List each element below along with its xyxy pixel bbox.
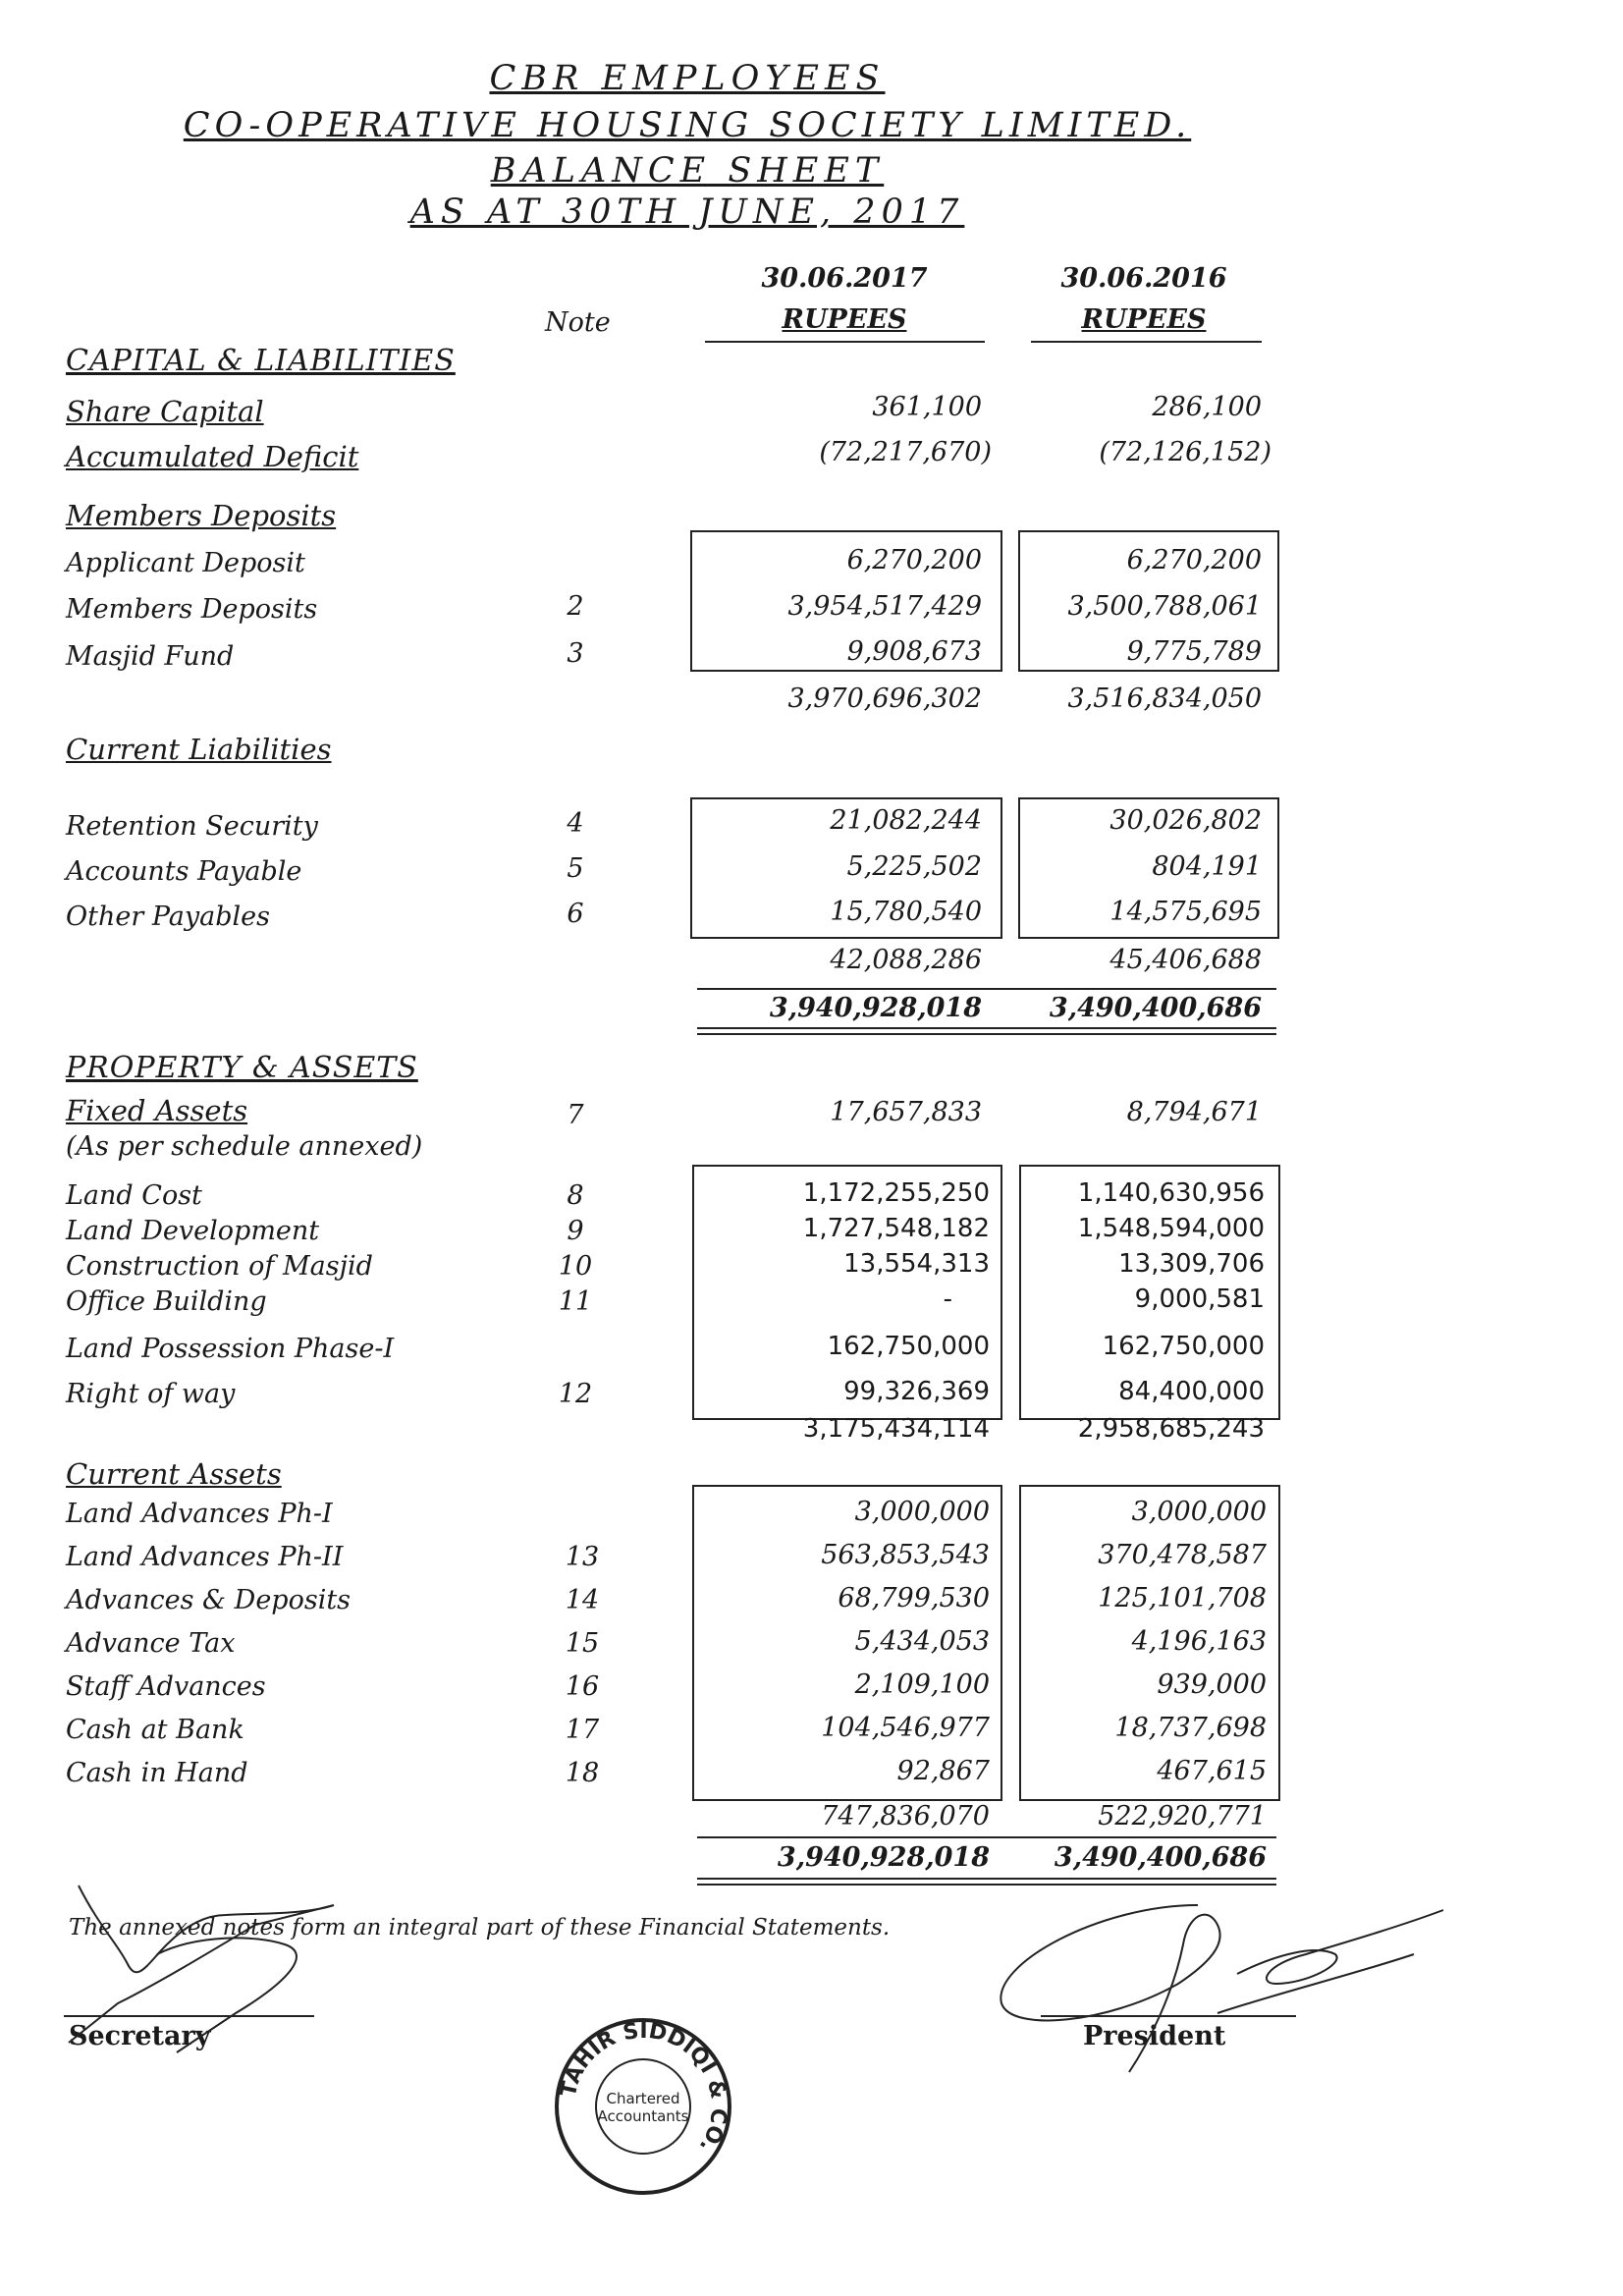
row-value-2017: 5,434,053 [854,1626,990,1657]
current-assets-total-2016: 522,920,771 [1098,1801,1267,1831]
accumulated-deficit-2017: (72,217,670) [819,437,992,467]
row-value-2017: 92,867 [896,1756,990,1786]
svg-text:Chartered: Chartered [606,2090,680,2107]
assets-grand-total-2017: 3,940,928,018 [777,1842,990,1873]
row-value-2017: 6,270,200 [846,545,982,575]
row-value-2017: 5,225,502 [846,851,982,882]
company-name: CBR EMPLOYEES [489,59,886,98]
secretary-label: Secretary [69,2021,211,2051]
row-value-2016: 467,615 [1157,1756,1267,1786]
assets-grand-total-top-rule [697,1836,1276,1838]
current-liabilities-total-2016: 45,406,688 [1109,945,1262,975]
row-label: Land Development [66,1216,320,1246]
fixed-assets-label: Fixed Assets [66,1094,248,1127]
accumulated-deficit-2016: (72,126,152) [1099,437,1271,467]
note-column-header: Note [545,307,611,338]
row-value-2017: - [943,1285,952,1314]
row-label: Retention Security [66,811,318,842]
row-label: Advances & Deposits [66,1585,352,1615]
row-label: Land Cost [66,1180,202,1211]
members-deposits-heading: Members Deposits [66,499,337,532]
row-note: 8 [567,1180,584,1211]
col-2017-unit: RUPEES [782,304,907,335]
row-value-2017: 13,554,313 [843,1249,990,1279]
row-label: Masjid Fund [66,641,235,672]
row-note: 4 [567,808,584,839]
col-2016-date: 30.06.2016 [1060,263,1227,294]
notes-statement: The annexed notes form an integral part of these Financial Statements. [69,1915,891,1941]
row-value-2016: 84,400,000 [1118,1377,1265,1406]
row-value-2016: 3,000,000 [1131,1497,1267,1527]
fixed-assets-note: 7 [567,1100,584,1130]
row-note: 6 [567,899,584,929]
share-capital-2016: 286,100 [1152,392,1262,422]
accumulated-deficit-label: Accumulated Deficit [66,440,359,473]
col-2017-date: 30.06.2017 [761,263,928,294]
row-note: 3 [567,638,584,669]
row-value-2016: 30,026,802 [1109,805,1262,836]
row-value-2016: 18,737,698 [1114,1713,1267,1743]
row-label: Cash in Hand [66,1758,248,1788]
row-label: Cash at Bank [66,1715,244,1745]
row-value-2017: 15,780,540 [830,897,982,927]
grand-total-double-rule-1 [697,1027,1276,1029]
row-label: Accounts Payable [66,856,302,887]
row-value-2017: 3,954,517,429 [787,591,982,622]
row-label: Land Possession Phase-I [66,1334,395,1364]
row-value-2016: 804,191 [1152,851,1262,882]
property-total-2017: 3,175,434,114 [802,1414,990,1444]
company-subtitle: CO-OPERATIVE HOUSING SOCIETY LIMITED. [183,106,1192,145]
members-deposits-total-2017: 3,970,696,302 [787,683,982,714]
row-value-2016: 939,000 [1157,1669,1267,1700]
row-value-2017: 104,546,977 [821,1713,990,1743]
row-value-2017: 162,750,000 [827,1332,990,1361]
col-2016-unit: RUPEES [1081,304,1207,335]
row-value-2017: 563,853,543 [821,1540,990,1570]
row-label: Construction of Masjid [66,1251,373,1282]
row-value-2016: 1,140,630,956 [1077,1178,1265,1208]
row-value-2017: 9,908,673 [846,636,982,667]
row-value-2017: 1,727,548,182 [802,1214,990,1243]
fixed-assets-2016: 8,794,671 [1126,1097,1262,1127]
row-label: Applicant Deposit [66,548,305,578]
row-value-2016: 6,270,200 [1126,545,1262,575]
row-label: Members Deposits [66,594,318,625]
document-title: BALANCE SHEET [490,151,885,191]
secretary-signature [59,1866,373,2062]
share-capital-2017: 361,100 [872,392,982,422]
current-liabilities-heading: Current Liabilities [66,733,332,766]
row-value-2017: 3,000,000 [854,1497,990,1527]
row-value-2017: 68,799,530 [838,1583,990,1613]
row-note: 13 [565,1542,600,1572]
row-value-2016: 1,548,594,000 [1077,1214,1265,1243]
col-2017-header-rule [705,341,985,343]
row-note: 16 [565,1671,600,1702]
row-note: 17 [565,1715,600,1745]
row-value-2016: 370,478,587 [1098,1540,1267,1570]
row-note: 5 [567,853,584,884]
row-note: 14 [565,1585,600,1615]
row-label: Staff Advances [66,1671,266,1702]
members-deposits-total-2016: 3,516,834,050 [1067,683,1262,714]
current-assets-total-2017: 747,836,070 [821,1801,990,1831]
row-value-2017: 1,172,255,250 [802,1178,990,1208]
row-label: Office Building [66,1286,267,1317]
row-value-2016: 9,775,789 [1126,636,1262,667]
current-liabilities-total-2017: 42,088,286 [830,945,982,975]
row-label: Other Payables [66,902,270,932]
fixed-assets-2017: 17,657,833 [830,1097,982,1127]
president-label: President [1083,2021,1226,2051]
row-value-2017: 2,109,100 [854,1669,990,1700]
row-value-2016: 14,575,695 [1109,897,1262,927]
row-note: 12 [558,1379,593,1409]
liabilities-grand-total-2016: 3,490,400,686 [1049,993,1262,1023]
row-value-2017: 99,326,369 [843,1377,990,1406]
row-note: 15 [565,1628,600,1659]
capital-liabilities-heading: CAPITAL & LIABILITIES [66,344,456,378]
property-assets-heading: PROPERTY & ASSETS [66,1051,418,1085]
share-capital-label: Share Capital [66,395,264,428]
row-note: 2 [567,591,584,622]
row-value-2016: 125,101,708 [1098,1583,1267,1613]
row-value-2016: 13,309,706 [1118,1249,1265,1279]
row-value-2017: 21,082,244 [830,805,982,836]
col-2016-header-rule [1031,341,1262,343]
auditor-stamp [550,2013,736,2200]
liabilities-grand-total-2017: 3,940,928,018 [769,993,982,1023]
row-label: Land Advances Ph-II [66,1542,344,1572]
row-label: Land Advances Ph-I [66,1499,333,1529]
property-total-2016: 2,958,685,243 [1077,1414,1265,1444]
grand-total-top-rule [697,988,1276,990]
assets-grand-total-double-rule-1 [697,1878,1276,1880]
row-note: 10 [558,1251,593,1282]
row-note: 11 [558,1286,593,1317]
row-label: Right of way [66,1379,236,1409]
svg-text:Accountants: Accountants [597,2107,689,2125]
row-value-2016: 9,000,581 [1134,1285,1265,1314]
row-note: 9 [567,1216,584,1246]
document-date: AS AT 30TH JUNE, 2017 [409,192,965,232]
row-value-2016: 4,196,163 [1131,1626,1267,1657]
row-value-2016: 3,500,788,061 [1067,591,1262,622]
svg-text:TAHIR SIDDIQI & CO.: TAHIR SIDDIQI & CO. [556,2018,731,2158]
grand-total-double-rule-2 [697,1033,1276,1035]
row-note: 18 [565,1758,600,1788]
schedule-note: (As per schedule annexed) [66,1131,423,1162]
president-signature [982,1886,1453,2082]
row-value-2016: 162,750,000 [1102,1332,1265,1361]
current-assets-heading: Current Assets [66,1457,282,1491]
row-label: Advance Tax [66,1628,236,1659]
assets-grand-total-2016: 3,490,400,686 [1054,1842,1267,1873]
